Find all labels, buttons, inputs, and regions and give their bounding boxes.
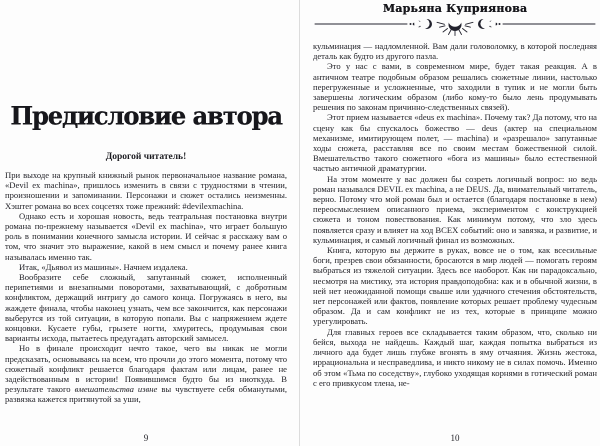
page-number-right: 10	[450, 433, 460, 443]
salutation: Дорогой читатель!	[105, 152, 187, 162]
paragraph: Этот прием называется «deus ex machina». Почему так? Да потому, что на сцену как бы спускалось божество — deus (актер на специальном механизме, имитирующем полет, — machina) и «разрешало» запутанные ходы сюжета, расставляя все по своим местам божественной силой. Вмешательство такого сюжетного «бога из машины» было естественной частью античной драматургии.	[313, 112, 597, 174]
paragraph-text: вы чувствуете себя обманутыми, развязка кажется притянутой за уши,	[5, 384, 287, 405]
paragraph: Для главных героев все складывается таким образом, что, сколько ни бейся, выхода не найдешь. Каждый шаг, каждая попытка выбраться из личного ада будет лишь глубже вгонять в яму отчаяния. Жизнь жестока, иррациональна и несправедлива, и никто никому не в силах помочь. Именно об этом «Тьма по соседству», глубоко уходящая корнями в готический роман с его привкусом тлена, не-	[313, 326, 597, 388]
paragraph-text: Но в финале происходит нечто такое, чего вы никак не могли предсказать, основываясь на всем, что прочли до этого момента, потому что сюжетный конфликт решается благодаря фактам или лицам, ранее не задействованным в истории! Появившимся будто бы из ниоткуда. В результате такого	[5, 343, 287, 395]
paragraph: Однако есть и хорошая новость, ведь театральная постановка внутри романа по-прежнему называется «Devil ex machina», что играет большую роль в понимании конечного замысла истории. И сейчас я расскажу вам о том, что значит это выражение, какой в нем смысл и почему ранее книга называлась именно так.	[5, 210, 287, 262]
running-header-author: Марьяна Куприянова	[382, 2, 528, 15]
page-number-left: 9	[143, 433, 149, 443]
paragraph: Книга, которую вы держите в руках, вовсе не о том, как всесильные боги, презрев свои обязанности, бросаются в мир людей — помогать героям выбраться из тяжелой ситуации. Здесь все наоборот. Как ни парадоксально, несмотря на мистику, эта история правдоподобна: как и в обычной жизни, в ней нет неожиданной помощи свыше или удачного стечения обстоятельств, нет персонажей или фактов, появление которых решает проблему чудесным образом. Да и сам конфликт не из тех, которые в принципе можно урегулировать.	[313, 245, 597, 327]
page-right	[300, 0, 600, 446]
radiant-crescent-moon-divider-icon	[313, 16, 597, 38]
paragraph	[5, 343, 287, 404]
paragraph: На этом моменте у вас должен бы созреть логичный вопрос: но ведь роман назывался DEVIL ex machina, а не DEUS. Да, внимательный читатель, верно. Потому что мой роман был и остается (благодаря постановке в нем) переосмыслением описанного приема, экспериментом с конструкцией сюжета и тоном повествования. Как минимум потому, что зло здесь появляется сразу и влияет на ход ВСЕХ событий: оно и завязка, и развитие, и кульминация, и самый логичный финал из возможных.	[313, 173, 597, 245]
paragraph: Это у нас с вами, в современном мире, будет такая реакция. А в античном театре подобным образом решались сюжетные линии, настолько перегруженные и усложненные, что заходили в тупик и не могли быть завершены логическим образом (либо кому-то было лень продумывать решения по законам причинно-следственных связей).	[313, 61, 597, 113]
page-left-content	[5, 0, 287, 405]
page-left	[0, 0, 299, 446]
paragraph: При выходе на крупный книжный рынок первоначальное название романа, «Devil ex machina», пришлось изменить в связи с трудностями в чтении, произношении и запоминании. Персонажи и сюжет остались неизменны. Хэштег романа во всех соцсетях тоже прежний: #devilexmachina.	[5, 170, 287, 211]
right-body-text	[313, 41, 597, 388]
paragraph: кульминация — надломленной. Вам дали головоломку, в которой последняя деталь как будто из другого пазла.	[313, 41, 597, 62]
chapter-title: Предисловие автора	[10, 100, 282, 131]
italic-phrase: вмешательства извне	[74, 384, 158, 395]
paragraph: Итак, «Дьявол из машины». Начнем издалека.	[19, 261, 188, 272]
paragraph: Вообразите себе сложный, запутанный сюжет, исполненный перипетиями и внезапными поворотами, захватывающий, с добротным конфликтом, держащий интригу до самого конца. Погружаясь в него, вы жаждете финала, чтобы наконец узнать, чем все закончится, как персонажи выберутся из той ситуации, в которую попали. Вы с напряжением ждете концовки. Кусаете губы, грызете ногти, хмуритесь, продумывая свои варианты исхода, пытаетесь предугадать авторский замысел.	[5, 272, 287, 344]
page-right-content	[313, 0, 597, 388]
left-body-text	[5, 170, 287, 405]
